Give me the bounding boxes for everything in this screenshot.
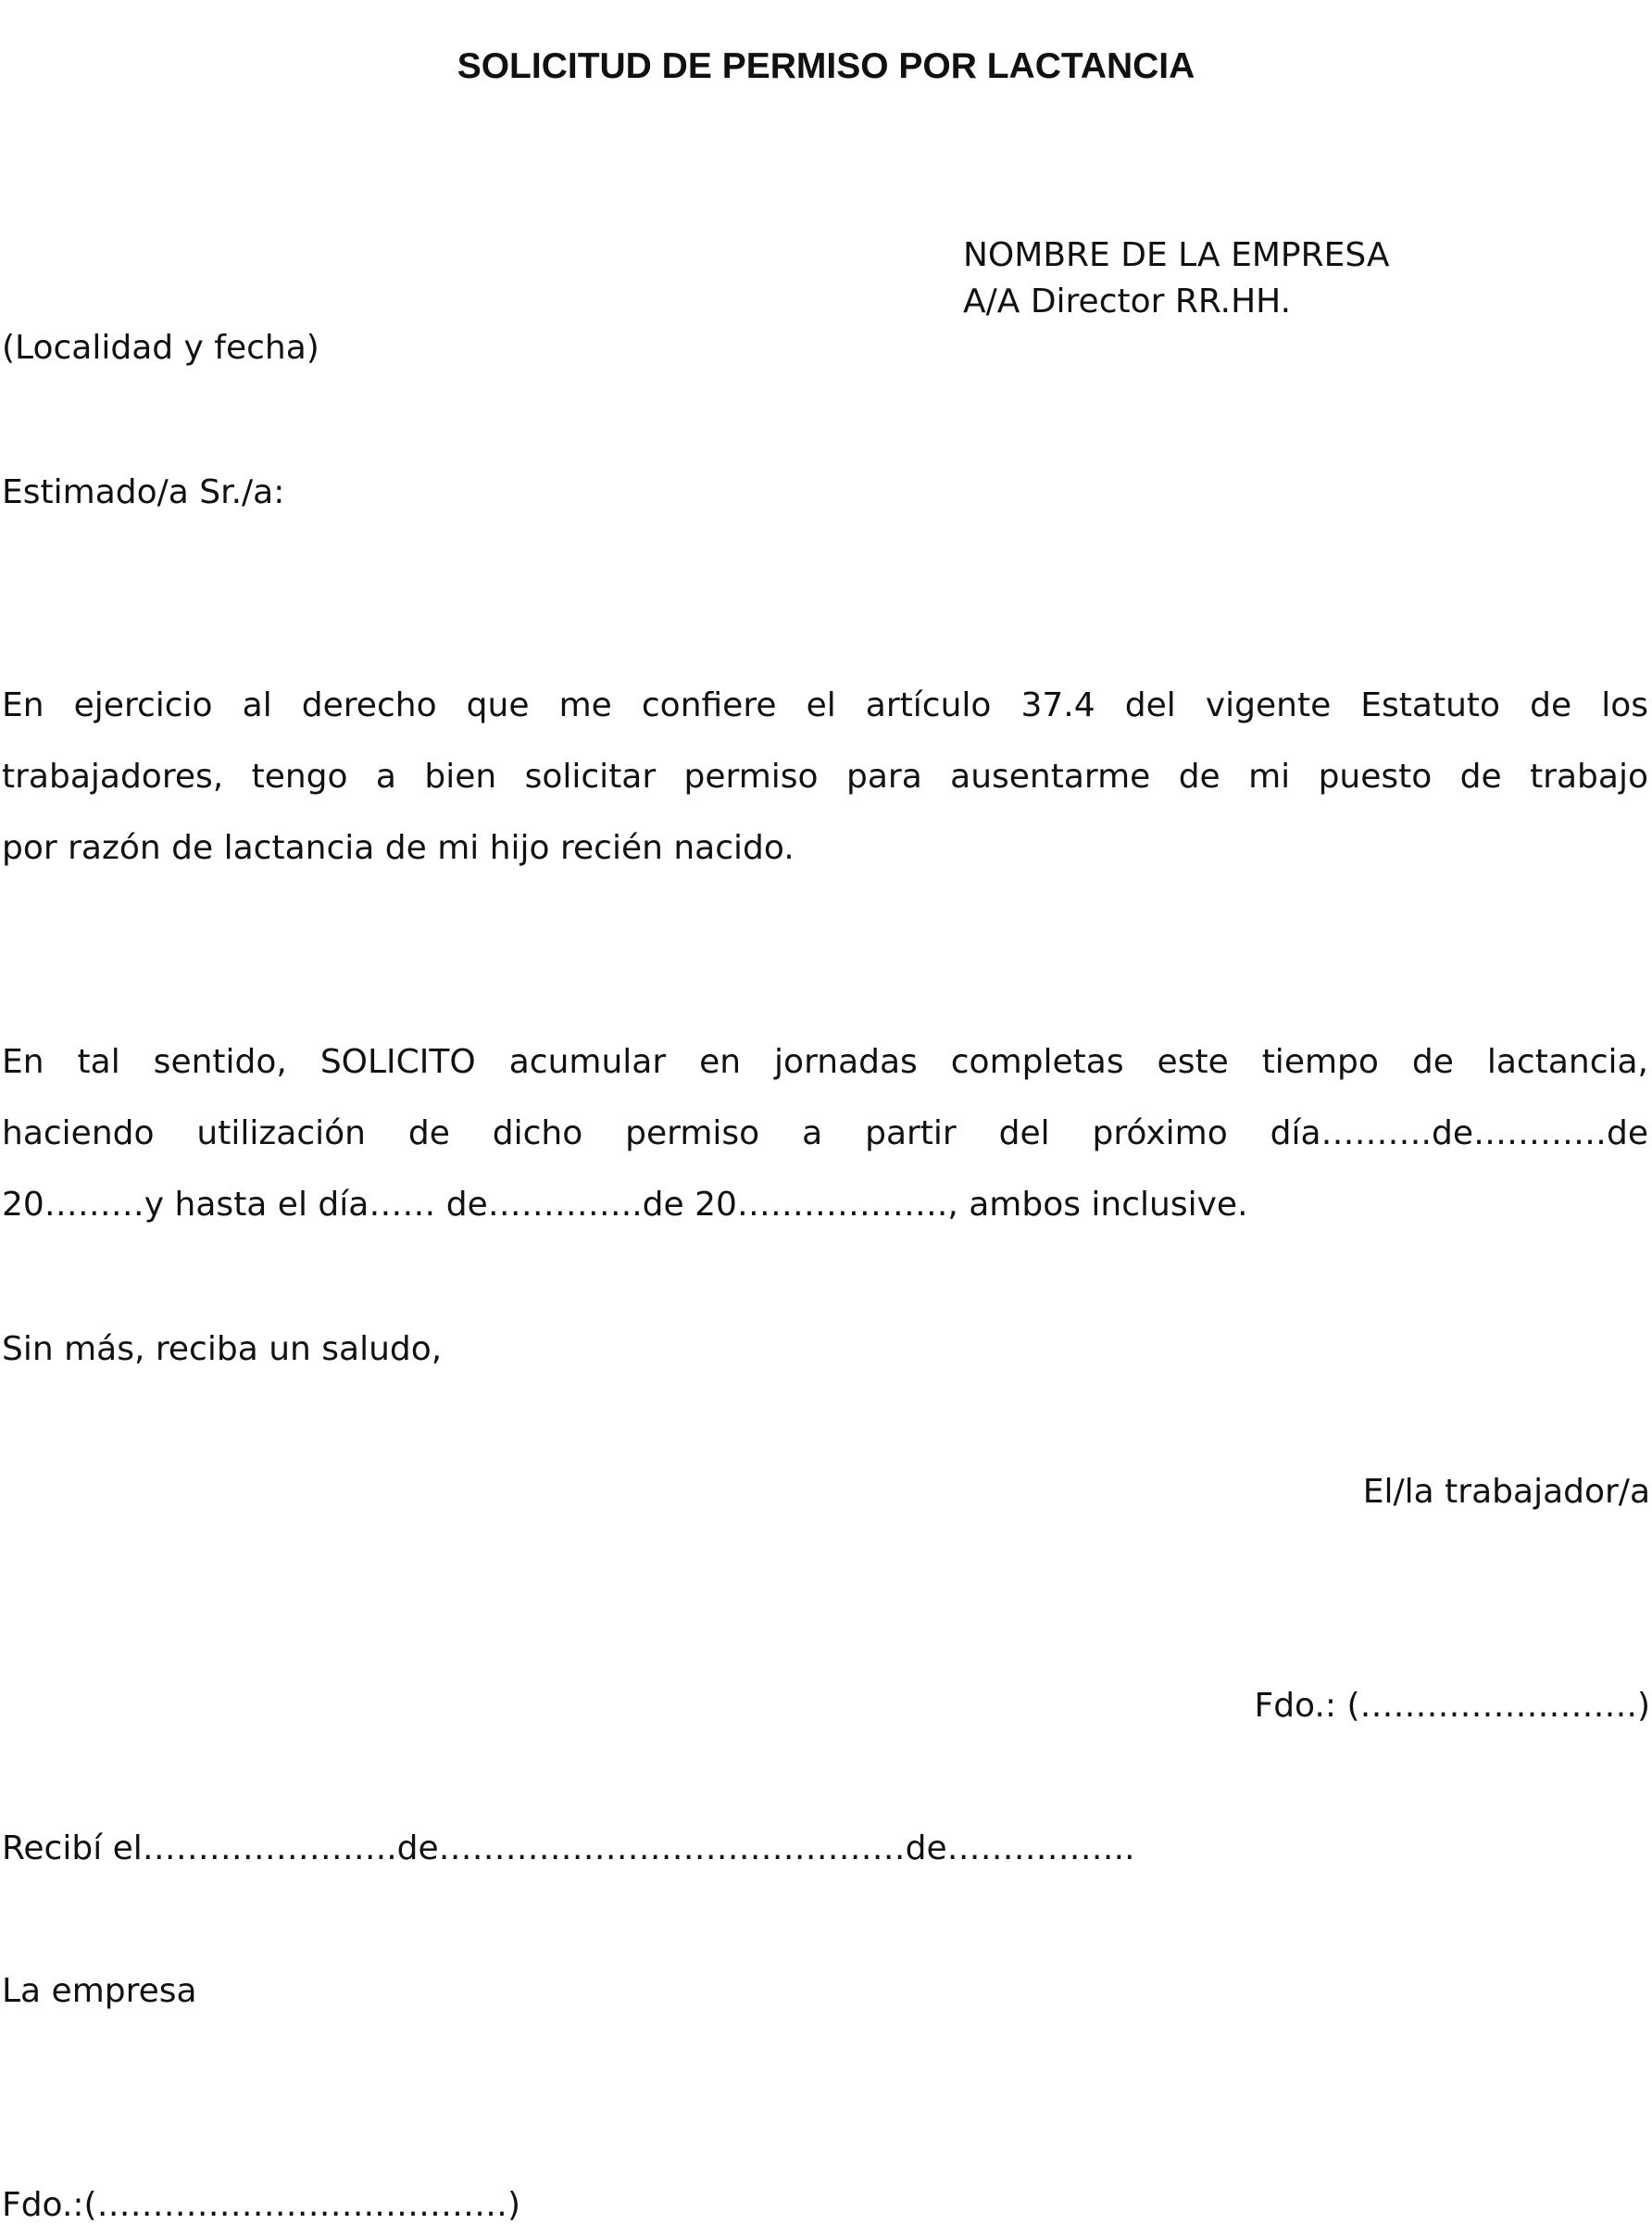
received-line: Recibí el…………………..de……………………………………de…………….. (2, 1829, 1135, 1867)
closing-line: Sin más, reciba un saludo, (2, 1330, 443, 1368)
paragraph-line: por razón de lactancia de mi hijo recién nacido. (2, 829, 795, 867)
document-title: SOLICITUD DE PERMISO POR LACTANCIA (457, 46, 1195, 86)
paragraph-line: haciendo utilización de dicho permiso a partir del próximo día……….de…………de (2, 1114, 1648, 1152)
body-paragraph-2 (2, 1026, 1648, 1240)
paragraph-line: trabajadores, tengo a bien solicitar permiso para ausentarme de mi puesto de trabajo (2, 758, 1648, 796)
worker-label: El/la trabajador/a (1362, 1473, 1650, 1511)
place-date: (Localidad y fecha) (2, 329, 319, 367)
paragraph-line: En ejercicio al derecho que me confiere el artículo 37.4 del vigente Estatuto de los (2, 686, 1648, 724)
body-paragraph-1 (2, 670, 1648, 884)
company-signature: Fdo.:(…………………….…………) (2, 2186, 521, 2224)
worker-signature: Fdo.: (…………………….) (1254, 1687, 1650, 1725)
paragraph-line: En tal sentido, SOLICITO acumular en jornadas completas este tiempo de lactancia, (2, 1043, 1648, 1081)
greeting: Estimado/a Sr./a: (2, 473, 285, 511)
paragraph-line: 20………y hasta el día…… de…………..de 20………………., ambos inclusive. (2, 1186, 1248, 1224)
recipient-attention: A/A Director RR.HH. (963, 283, 1292, 320)
recipient-company: NOMBRE DE LA EMPRESA (963, 236, 1390, 274)
company-label: La empresa (2, 1972, 197, 2010)
